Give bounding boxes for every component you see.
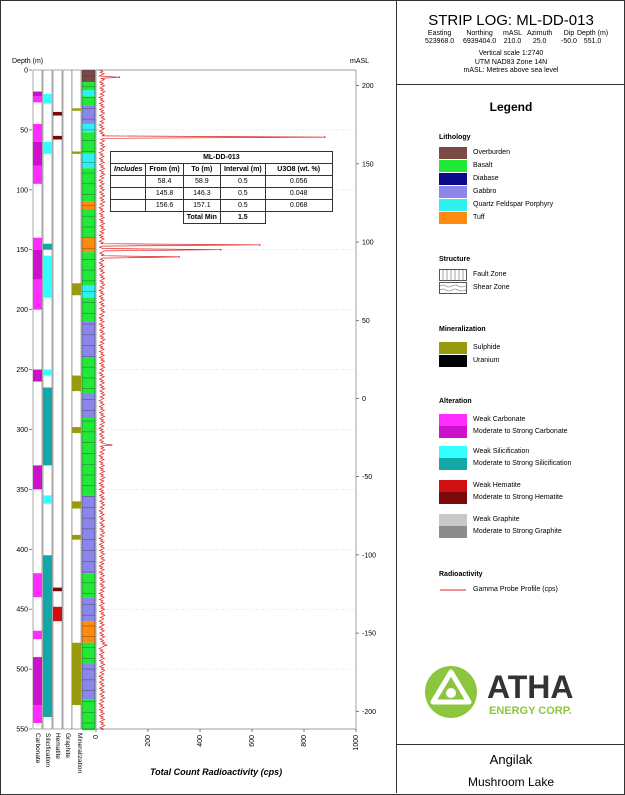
interval-bar — [33, 705, 42, 723]
meta-info: Vertical scale 1:2740 UTM NAD83 Zone 14N mASL: Metres above sea level — [463, 50, 559, 74]
lithology-bar — [82, 124, 95, 132]
y2-tick-label: 50 — [362, 317, 370, 325]
logo-sub: ENERGY CORP. — [489, 705, 572, 717]
interval-bar — [72, 643, 81, 705]
column-label: Carbonate — [34, 733, 41, 764]
total-value: 1.5 — [220, 212, 265, 224]
swatch-icon — [439, 212, 467, 224]
collar-azimuth: Azimuth 25.0 — [527, 30, 553, 45]
table-total-row — [111, 212, 333, 224]
lithology-bar — [82, 154, 95, 168]
swatch-icon — [439, 199, 467, 211]
y2-tick-label: -100 — [362, 552, 377, 560]
lithology-bar — [82, 621, 95, 643]
total-label: Total Min — [183, 212, 220, 224]
y2-tick-label: 0 — [362, 395, 366, 403]
swatch-icon — [439, 355, 467, 367]
y-tick-label: 200 — [16, 307, 28, 315]
lithology-bar — [82, 643, 95, 663]
interval-bar — [43, 388, 52, 466]
interval-bar — [53, 588, 62, 592]
table-cell: 145.8 — [146, 188, 183, 200]
table-cell: 0.068 — [265, 200, 332, 212]
table-row — [111, 200, 333, 212]
alteration-title: Alteration — [439, 398, 472, 405]
logo-name: ATHA — [487, 669, 574, 705]
lithology-bar — [82, 252, 95, 286]
y-tick-label: 100 — [16, 187, 28, 195]
column-frame — [53, 70, 62, 729]
interval-bar — [33, 96, 42, 102]
lithology-bar — [82, 417, 95, 495]
shear-zone-pattern-icon — [439, 282, 467, 294]
table-row — [111, 188, 333, 200]
interval-bar — [72, 427, 81, 433]
area-name: Mushroom Lake — [467, 775, 555, 789]
lithology-bar — [82, 394, 95, 418]
interval-bar — [43, 94, 52, 104]
gamma-peak — [111, 444, 113, 446]
lithology-bar — [82, 699, 95, 730]
divider — [397, 744, 625, 745]
y2-tick-label: -200 — [362, 708, 377, 716]
x-tick-label: 600 — [249, 735, 256, 747]
includes-table — [110, 151, 333, 224]
table-cell — [111, 200, 146, 212]
column-frame — [63, 70, 72, 729]
lithology-bar — [82, 597, 95, 621]
column-frame — [72, 70, 81, 729]
lithology-bar — [82, 298, 95, 322]
interval-bar — [72, 108, 81, 110]
table-cell: 0.5 — [220, 200, 265, 212]
interval-bar — [33, 238, 42, 250]
y-tick-label: 350 — [16, 486, 28, 494]
from-header: From (m) — [146, 164, 183, 176]
interval-bar — [72, 151, 81, 153]
lithology-bar — [82, 106, 95, 124]
interval-bar — [33, 92, 42, 97]
y-tick-label: 550 — [16, 726, 28, 734]
grade-header: U3O8 (wt. %) — [265, 164, 332, 176]
table-cell — [111, 176, 146, 188]
column-label: Hematite — [54, 733, 61, 760]
table-cell: 156.6 — [146, 200, 183, 212]
swatch-icon — [439, 480, 467, 504]
structure-title: Structure — [439, 256, 471, 263]
y2-tick-label: -150 — [362, 630, 377, 638]
x-tick-label: 400 — [197, 735, 204, 747]
gamma-peak — [106, 644, 108, 646]
y-tick-label: 0 — [24, 67, 28, 75]
y-tick-label: 150 — [16, 247, 28, 255]
mineralization-title: Mineralization — [439, 326, 486, 333]
table-cell: 58.9 — [183, 176, 220, 188]
x-tick-label: 0 — [93, 735, 100, 739]
divider — [397, 84, 625, 85]
y2-axis-label: mASL — [350, 58, 370, 65]
table-cell: 58.4 — [146, 176, 183, 188]
x-tick-label: 1000 — [353, 735, 360, 751]
table-cell: 0.056 — [265, 176, 332, 188]
swatch-icon — [439, 173, 467, 185]
interval-bar — [33, 631, 42, 639]
y2-tick-label: 150 — [362, 161, 374, 169]
y-tick-label: 500 — [16, 666, 28, 674]
swatch-icon — [439, 446, 467, 470]
interval-bar — [72, 376, 81, 392]
y-tick-label: 300 — [16, 426, 28, 434]
interval-bar — [33, 142, 42, 166]
lithology-bar — [82, 238, 95, 252]
lithology-bar — [82, 90, 95, 96]
interval-bar — [43, 370, 52, 376]
gamma-peak — [259, 244, 261, 246]
lithology-bar — [82, 663, 95, 699]
table-cell: 157.1 — [183, 200, 220, 212]
interval-bar — [43, 495, 52, 503]
lithology-bar — [82, 495, 95, 573]
interval-bar — [72, 501, 81, 508]
page-title: STRIP LOG: ML-DD-013 — [428, 12, 594, 29]
interval-bar — [53, 112, 62, 116]
table-cell: 0.048 — [265, 188, 332, 200]
interval-bar — [33, 657, 42, 705]
lithology-bar — [82, 209, 95, 238]
interval-bar — [33, 573, 42, 597]
interval-bar — [43, 142, 52, 154]
x-tick-label: 200 — [145, 735, 152, 747]
gamma-peak — [324, 136, 326, 138]
radioactivity-title: Radioactivity — [439, 571, 483, 578]
column-label: Graphite — [64, 733, 71, 758]
y-axis-label: Depth (m) — [12, 58, 44, 65]
swatch-icon — [439, 342, 467, 354]
interval-header: Interval (m) — [220, 164, 265, 176]
interval-bar — [43, 555, 52, 717]
table-cell: 146.3 — [183, 188, 220, 200]
interval-bar — [72, 535, 81, 540]
x-axis-title: Total Count Radioactivity (cps) — [150, 767, 283, 777]
interval-bar — [33, 166, 42, 184]
interval-bar — [33, 370, 42, 382]
table-cell — [111, 188, 146, 200]
atha-logo — [419, 660, 619, 720]
collar-easting: Easting 523968.0 — [425, 30, 455, 45]
lithology-bar — [82, 82, 95, 90]
to-header: To (m) — [183, 164, 220, 176]
gamma-peak — [119, 76, 121, 78]
interval-bar — [53, 607, 62, 621]
interval-bar — [33, 465, 42, 489]
table-cell: 0.5 — [220, 176, 265, 188]
table-cell: 0.5 — [220, 188, 265, 200]
interval-bar — [33, 250, 42, 280]
interval-bar — [53, 136, 62, 140]
y-tick-label: 450 — [16, 606, 28, 614]
swatch-icon — [439, 186, 467, 198]
lithology-bar — [82, 322, 95, 358]
swatch-icon — [439, 514, 467, 538]
interval-bar — [72, 283, 81, 295]
includes-table-title: ML-DD-013 — [111, 152, 333, 164]
y-tick-label: 400 — [16, 546, 28, 554]
gamma-peak — [220, 249, 222, 251]
interval-bar — [33, 280, 42, 310]
includes-header: Includes — [111, 164, 146, 176]
lithology-bar — [82, 168, 95, 202]
swatch-icon — [439, 160, 467, 172]
y2-tick-label: 200 — [362, 83, 374, 91]
swatch-icon — [439, 147, 467, 159]
legend-panel: STRIP LOG: ML-DD-013 Easting 523968.0 Northing 6939404.0 mASL 210.0 Azimuth 25.0 Dip -50.0 Depth (m) 551.0 Vertical scale 1:2740 UTM NAD83 Zone 14N mASL: Metres above sea level Legend Lithology Overburden Basalt Diabase Gabbro Quartz Feldspar Porphyry Tuff Structure Fault Zone Shear Zone Mineralization Sulphide Uranium Alteration Weak Carbonate Moderate to Strong Carbonate Weak Silicification Moderate to Strong Silicification Weak Hematite Moderate to Strong Hematite Weak Graphite Moderate to Strong Graphite Radioactivity Gamma Probe Profile (cps) ATHA ENERGY CORP. Angilak Mushroom Lake — [396, 0, 625, 793]
swatch-icon — [439, 414, 467, 438]
fault-zone-pattern-icon — [439, 269, 467, 281]
interval-bar — [43, 244, 52, 250]
y2-tick-label: -50 — [362, 474, 373, 482]
gamma-peak — [178, 256, 180, 258]
lithology-bar — [82, 132, 95, 154]
column-label: Silicification — [44, 733, 51, 767]
collar-northing: Northing 6939404.0 — [463, 30, 497, 45]
collar-masl: mASL 210.0 — [503, 30, 523, 45]
lithology-bar — [82, 96, 95, 106]
project-name: Angilak — [489, 752, 533, 767]
column-label: Mineralization — [76, 733, 83, 774]
collar-depth: Depth (m) 551.0 — [577, 30, 609, 45]
y-tick-label: 250 — [16, 367, 28, 375]
gamma-line-icon — [439, 584, 467, 596]
y2-tick-label: 100 — [362, 239, 374, 247]
table-row — [111, 176, 333, 188]
interval-bar — [43, 256, 52, 298]
interval-bar — [33, 124, 42, 142]
lithology-title: Lithology — [439, 134, 471, 141]
x-tick-label: 800 — [301, 735, 308, 747]
lithology-bar — [82, 358, 95, 394]
collar-dip: Dip -50.0 — [561, 30, 577, 45]
legend-title: Legend — [489, 100, 533, 114]
y-tick-label: 50 — [20, 127, 28, 135]
